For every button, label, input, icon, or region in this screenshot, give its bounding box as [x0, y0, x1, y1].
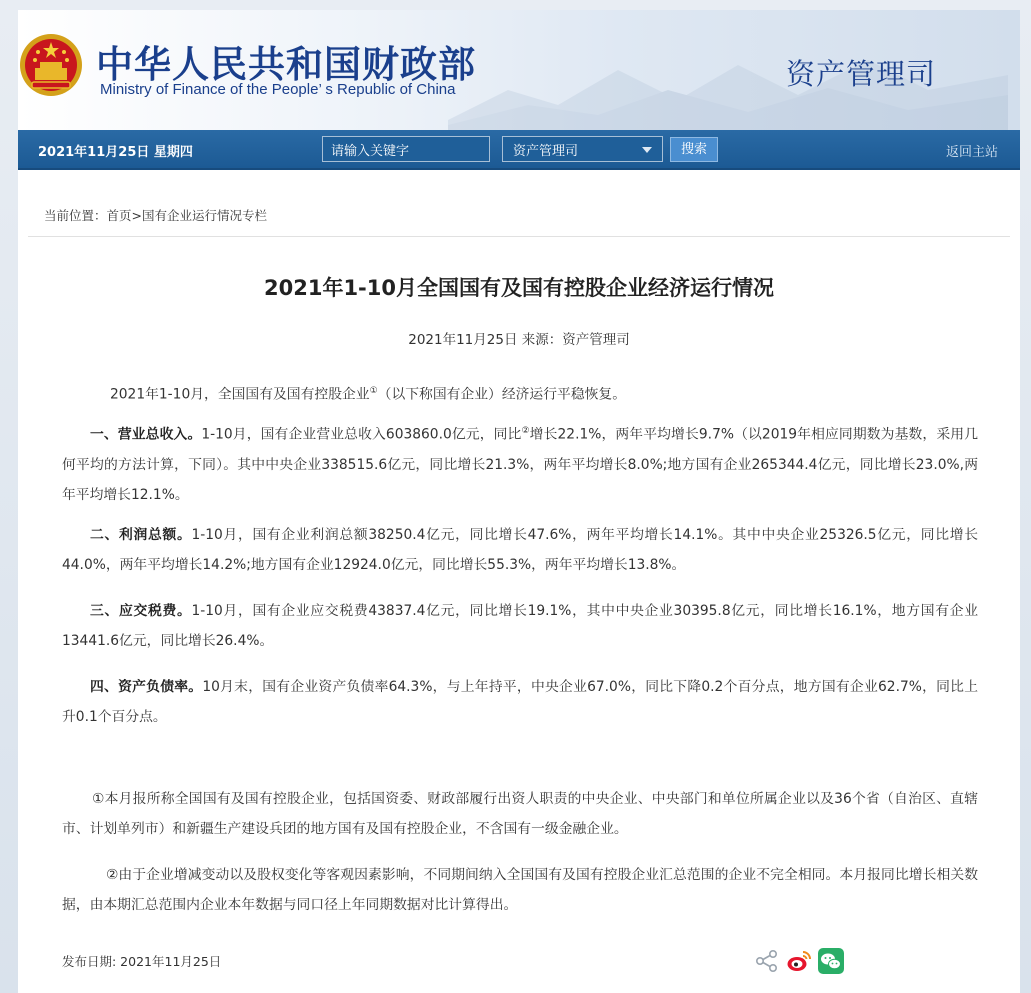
national-emblem-icon	[18, 32, 84, 98]
wechat-icon[interactable]	[818, 948, 844, 974]
breadcrumb-section[interactable]: 国有企业运行情况专栏	[142, 208, 268, 223]
publish-date: 发布日期: 2021年11月25日	[62, 954, 222, 969]
breadcrumb-separator: >	[131, 208, 143, 223]
article-meta: 2021年11月25日 来源：资产管理司	[408, 332, 630, 348]
section-heading-profit: 二、利润总额。	[90, 527, 192, 543]
site-title-en: Ministry of Finance of the People’ s Republic of China	[100, 81, 456, 98]
section-heading-taxes: 三、应交税费。	[90, 603, 192, 619]
paragraph-profit	[62, 520, 978, 580]
revenue-text-a: 1-10月，国有企业营业总收入603860.0亿元，同比	[201, 426, 522, 443]
footnote-1: ①本月报所称全国国有及国有控股企业，包括国资委、财政部履行出资人职责的中央企业、中央部门和单位所属企业以及36个省（自治区、直辖市、计划单列市）和新疆生产建设兵团的地方国有及国有控股企业，不含国有一级金融企业。	[62, 791, 978, 837]
article-title: 2021年1-10月全国国有及国有控股企业经济运行情况	[264, 276, 774, 300]
breadcrumb-home[interactable]: 首页	[106, 208, 132, 223]
nav-bar	[18, 130, 1020, 170]
department-select[interactable]	[502, 136, 663, 162]
search-input[interactable]: 请输入关键字	[322, 136, 490, 162]
profit-text: 1-10月，国有企业利润总额38250.4亿元，同比增长47.6%，两年平均增长14.1%。其中中央企业25326.5亿元，同比增长44.0%，两年平均增长14.2%;地方国有企业12924.0亿元，同比增长55.3%，两年平均增长13.8%。	[62, 527, 979, 573]
weibo-icon[interactable]	[786, 948, 812, 974]
intro-text-b: （以下称国有企业）经济运行平稳恢复。	[377, 386, 627, 403]
site-header	[18, 10, 1020, 130]
site-title-cn: 中华人民共和国财政部	[96, 42, 476, 86]
paragraph-debt-ratio	[62, 672, 978, 732]
breadcrumb	[44, 206, 267, 224]
debt-ratio-text: 10月末，国有企业资产负债率64.3%，与上年持平，中央企业67.0%，同比下降0.2个百分点，地方国有企业62.7%，同比上升0.1个百分点。	[62, 679, 979, 725]
revenue-text-b: 增长22.1%，两年平均增长9.7%（以2019年相应同期数为基数，采用几何平均的方法计算，下同）。其中中央企业338515.6亿元，同比增长21.3%，两年平均增长8.0%;地方国有企业265344.4亿元，同比增长23.0%,两年平均增长12.1%。	[62, 426, 978, 503]
article-panel	[28, 186, 1010, 993]
department-name: 资产管理司	[786, 57, 937, 91]
share-icon[interactable]	[754, 948, 780, 974]
footnote-ref-1: ①	[369, 386, 378, 396]
page-container	[18, 10, 1020, 993]
section-heading-debt-ratio: 四、资产负债率。	[90, 679, 203, 695]
paragraph-intro	[62, 376, 978, 410]
chevron-down-icon	[642, 147, 652, 153]
breadcrumb-divider	[28, 236, 1010, 237]
department-select-value: 资产管理司	[513, 144, 579, 159]
return-home-link[interactable]: 返回主站	[945, 145, 998, 160]
paragraph-taxes	[62, 596, 978, 656]
section-heading-revenue: 一、营业总收入。	[90, 426, 202, 443]
intro-text-a: 2021年1-10月，全国国有及国有控股企业	[110, 386, 370, 403]
current-date: 2021年11月25日 星期四	[38, 145, 193, 160]
breadcrumb-prefix: 当前位置：	[44, 208, 107, 223]
taxes-text: 1-10月，国有企业应交税费43837.4亿元，同比增长19.1%，其中中央企业30395.8亿元，同比增长16.1%，地方国有企业13441.6亿元，同比增长26.4%。	[62, 603, 979, 649]
paragraph-revenue	[62, 416, 978, 510]
footnote-2: ②由于企业增减变动以及股权变化等客观因素影响，不同期间纳入全国国有及国有控股企业汇总范围的企业不完全相同。本月报同比增长相关数据，由本期汇总范围内企业本年数据与同口径上年同期数据对比计算得出。	[62, 867, 978, 913]
search-button[interactable]: 搜索	[670, 137, 718, 162]
footnote-ref-2: ②	[521, 426, 530, 436]
